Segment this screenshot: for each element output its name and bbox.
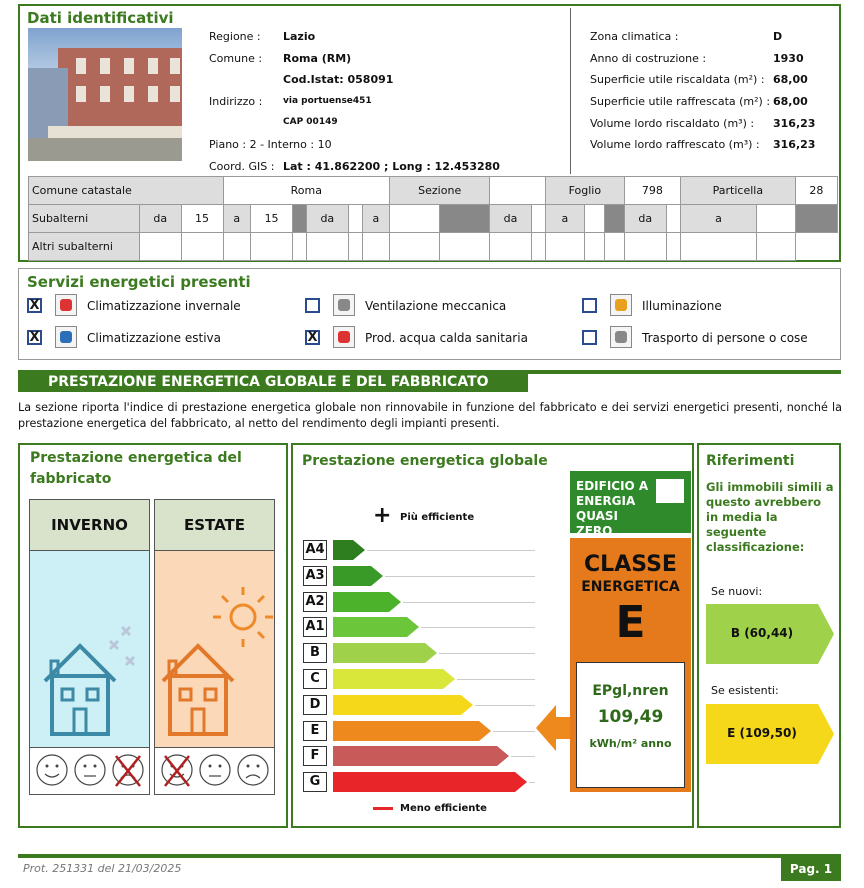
footer-prot: Prot. 251331 del 21/03/2025 (23, 862, 182, 875)
service-checkbox[interactable]: X (27, 330, 42, 345)
vol-raff-value: 316,23 (773, 138, 816, 151)
nuovi-label: Se nuovi: (711, 585, 763, 598)
scale-guide-line (403, 602, 535, 603)
fan-icon (333, 294, 355, 316)
regione-label: Regione : (209, 30, 261, 43)
index-panel (576, 662, 685, 788)
banner-title (18, 370, 528, 392)
table-row (29, 233, 838, 261)
a-label: a (362, 205, 390, 233)
riferimenti-title: Riferimenti (706, 453, 795, 469)
service-checkbox[interactable] (582, 298, 597, 313)
sup-risc-value: 68,00 (773, 73, 808, 86)
minus-icon (373, 807, 393, 810)
service-checkbox[interactable]: X (305, 330, 320, 345)
comune-label: Comune : (209, 52, 263, 65)
index-value: 109,49 (597, 707, 664, 727)
service-checkbox[interactable]: X (27, 298, 42, 313)
zona-label: Zona climatica : (590, 30, 679, 43)
class-arrow (333, 566, 383, 586)
da-label: da (307, 205, 349, 233)
fabbricato-title: Prestazione energetica del fabbricato (30, 450, 242, 487)
class-arrow (333, 592, 401, 612)
indirizzo-value: via portuense451 (283, 96, 372, 106)
regione-value: Lazio (283, 30, 316, 43)
filler-cell (604, 205, 624, 233)
empty-cell (666, 205, 680, 233)
scale-guide-line (367, 550, 535, 551)
filler-cell (293, 205, 307, 233)
estate-header: ESTATE (155, 500, 274, 551)
sup-risc-label: Superficie utile riscaldata (m²) : (590, 73, 765, 86)
sezione-value (490, 177, 546, 205)
class-letter: D (303, 695, 327, 715)
particella-value: 28 (795, 177, 837, 205)
indirizzo-label: Indirizzo : (209, 95, 263, 108)
gis-value: Lat : 41.862200 ; Long : 12.453280 (283, 160, 500, 173)
service-checkbox[interactable] (582, 330, 597, 345)
a-label: a (223, 205, 251, 233)
a-label: a (680, 205, 756, 233)
index-unit: kWh/m² anno (589, 737, 672, 750)
da-label: da (624, 205, 666, 233)
dati-identificativi-title: Dati identificativi (27, 9, 174, 27)
zona-value: D (773, 30, 783, 43)
scale-guide-line (511, 756, 535, 757)
scale-guide-line (529, 782, 535, 783)
subalterni-label: Subalterni (29, 205, 140, 233)
class-letter: B (303, 643, 327, 663)
foglio-value: 798 (624, 177, 680, 205)
faucet-icon (333, 326, 355, 348)
empty-cell (348, 205, 362, 233)
inverno-house (30, 551, 149, 747)
empty-cell (390, 205, 440, 233)
plus-icon: + (373, 503, 392, 528)
class-arrow (333, 617, 419, 637)
service-checkbox[interactable] (305, 298, 320, 313)
da-label: da (140, 205, 182, 233)
vol-risc-label: Volume lordo riscaldato (m³) : (590, 117, 755, 130)
catasto-table (28, 176, 838, 261)
piu-efficiente-label: Più efficiente (400, 512, 475, 523)
particella-label: Particella (680, 177, 795, 205)
radiator-icon (55, 294, 77, 316)
globale-title: Prestazione energetica globale (302, 453, 548, 469)
class-letter: G (303, 772, 327, 792)
lightbulb-icon (610, 294, 632, 316)
esistenti-label: Se esistenti: (711, 684, 779, 697)
inverno-panel (29, 499, 150, 795)
air-conditioner-icon (55, 326, 77, 348)
class-letter: F (303, 746, 327, 766)
service-label: Illuminazione (642, 299, 722, 313)
class-letter: C (303, 669, 327, 689)
empty-cell (757, 205, 796, 233)
cap-value: CAP 00149 (283, 117, 338, 127)
subalterno-a-value: 15 (251, 205, 293, 233)
nzeb-checkbox (656, 479, 684, 503)
gis-label: Coord. GIS : (209, 160, 275, 173)
classe-value: E (615, 597, 646, 648)
footer-page: Pag. 1 (781, 857, 841, 881)
sezione-label: Sezione (390, 177, 490, 205)
altri-subalterni-label: Altri subalterni (29, 233, 140, 261)
filler-cell (440, 205, 490, 233)
comune-catastale-value: Roma (223, 177, 390, 205)
istat-value: Cod.Istat: 058091 (283, 73, 394, 86)
sup-raff-label: Superficie utile raffrescata (m²) : (590, 95, 771, 108)
estate-house (155, 551, 274, 747)
esistenti-badge (706, 704, 834, 764)
class-arrow (333, 721, 491, 741)
a-label: a (545, 205, 584, 233)
estate-smileys (155, 747, 274, 796)
service-label: Climatizzazione invernale (87, 299, 241, 313)
service-label: Ventilazione meccanica (365, 299, 507, 313)
foglio-label: Foglio (545, 177, 624, 205)
nzeb-label: EDIFICIO A ENERGIA QUASI ZERO (576, 479, 649, 538)
building-photo (28, 28, 182, 161)
estate-panel (154, 499, 275, 795)
empty-cell (531, 205, 545, 233)
service-label: Prod. acqua calda sanitaria (365, 331, 528, 345)
riferimenti-text: Gli immobili simili a questo avrebbero in media la seguente classificazione: (706, 480, 834, 554)
class-arrow (333, 669, 455, 689)
da-label: da (490, 205, 532, 233)
inverno-header: INVERNO (30, 500, 149, 551)
gear-icon (610, 326, 632, 348)
class-letter: E (303, 721, 327, 741)
class-arrow (333, 540, 365, 560)
scale-guide-line (475, 705, 535, 706)
class-letter: A3 (303, 566, 327, 586)
esistenti-value: E (109,50) (727, 726, 797, 740)
class-arrow (333, 746, 509, 766)
class-arrow (333, 772, 527, 792)
scale-guide-line (493, 731, 535, 732)
class-pointer-arrow (536, 703, 572, 753)
nzeb-box (570, 471, 691, 538)
anno-label: Anno di costruzione : (590, 52, 707, 65)
empty-cell (584, 205, 604, 233)
class-letter: A1 (303, 617, 327, 637)
scale-guide-line (439, 653, 535, 654)
index-label: EPgl,nren (592, 683, 669, 699)
table-row (29, 177, 838, 205)
service-label: Climatizzazione estiva (87, 331, 221, 345)
intro-text: La sezione riporta l'indice di prestazione energetica globale non rinnovabile in funzione del fabbricato e dei servizi energetici presenti, nonché la prestazione energetica del fabbricato, al netto del rendimento degli impianti presenti. (18, 401, 842, 430)
energetica-label: ENERGETICA (581, 579, 680, 595)
vol-raff-label: Volume lordo raffrescato (m³) : (590, 138, 760, 151)
vertical-divider (570, 8, 571, 174)
service-label: Trasporto di persone o cose (642, 331, 808, 345)
classe-label: CLASSE (584, 552, 677, 577)
banner-text: PRESTAZIONE ENERGETICA GLOBALE E DEL FABBRICATO (48, 374, 489, 390)
sup-raff-value: 68,00 (773, 95, 808, 108)
anno-value: 1930 (773, 52, 804, 65)
comune-value: Roma (RM) (283, 52, 352, 65)
vol-risc-value: 316,23 (773, 117, 816, 130)
subalterno-da-value: 15 (181, 205, 223, 233)
servizi-title: Servizi energetici presenti (27, 273, 251, 291)
class-letter: A2 (303, 592, 327, 612)
scale-guide-line (385, 576, 535, 577)
class-letter: A4 (303, 540, 327, 560)
nuovi-badge (706, 604, 834, 664)
comune-catastale-label: Comune catastale (29, 177, 224, 205)
class-arrow (333, 695, 473, 715)
scale-guide-line (421, 627, 535, 628)
class-arrow (333, 643, 437, 663)
filler-cell (795, 205, 837, 233)
nuovi-value: B (60,44) (730, 626, 794, 640)
footer-bar (18, 854, 841, 858)
scale-guide-line (457, 679, 535, 680)
piano-value: Piano : 2 - Interno : 10 (209, 138, 332, 151)
meno-efficiente-label: Meno efficiente (400, 803, 487, 814)
inverno-smileys (30, 747, 149, 796)
classe-box (570, 538, 691, 792)
table-row (29, 205, 838, 233)
